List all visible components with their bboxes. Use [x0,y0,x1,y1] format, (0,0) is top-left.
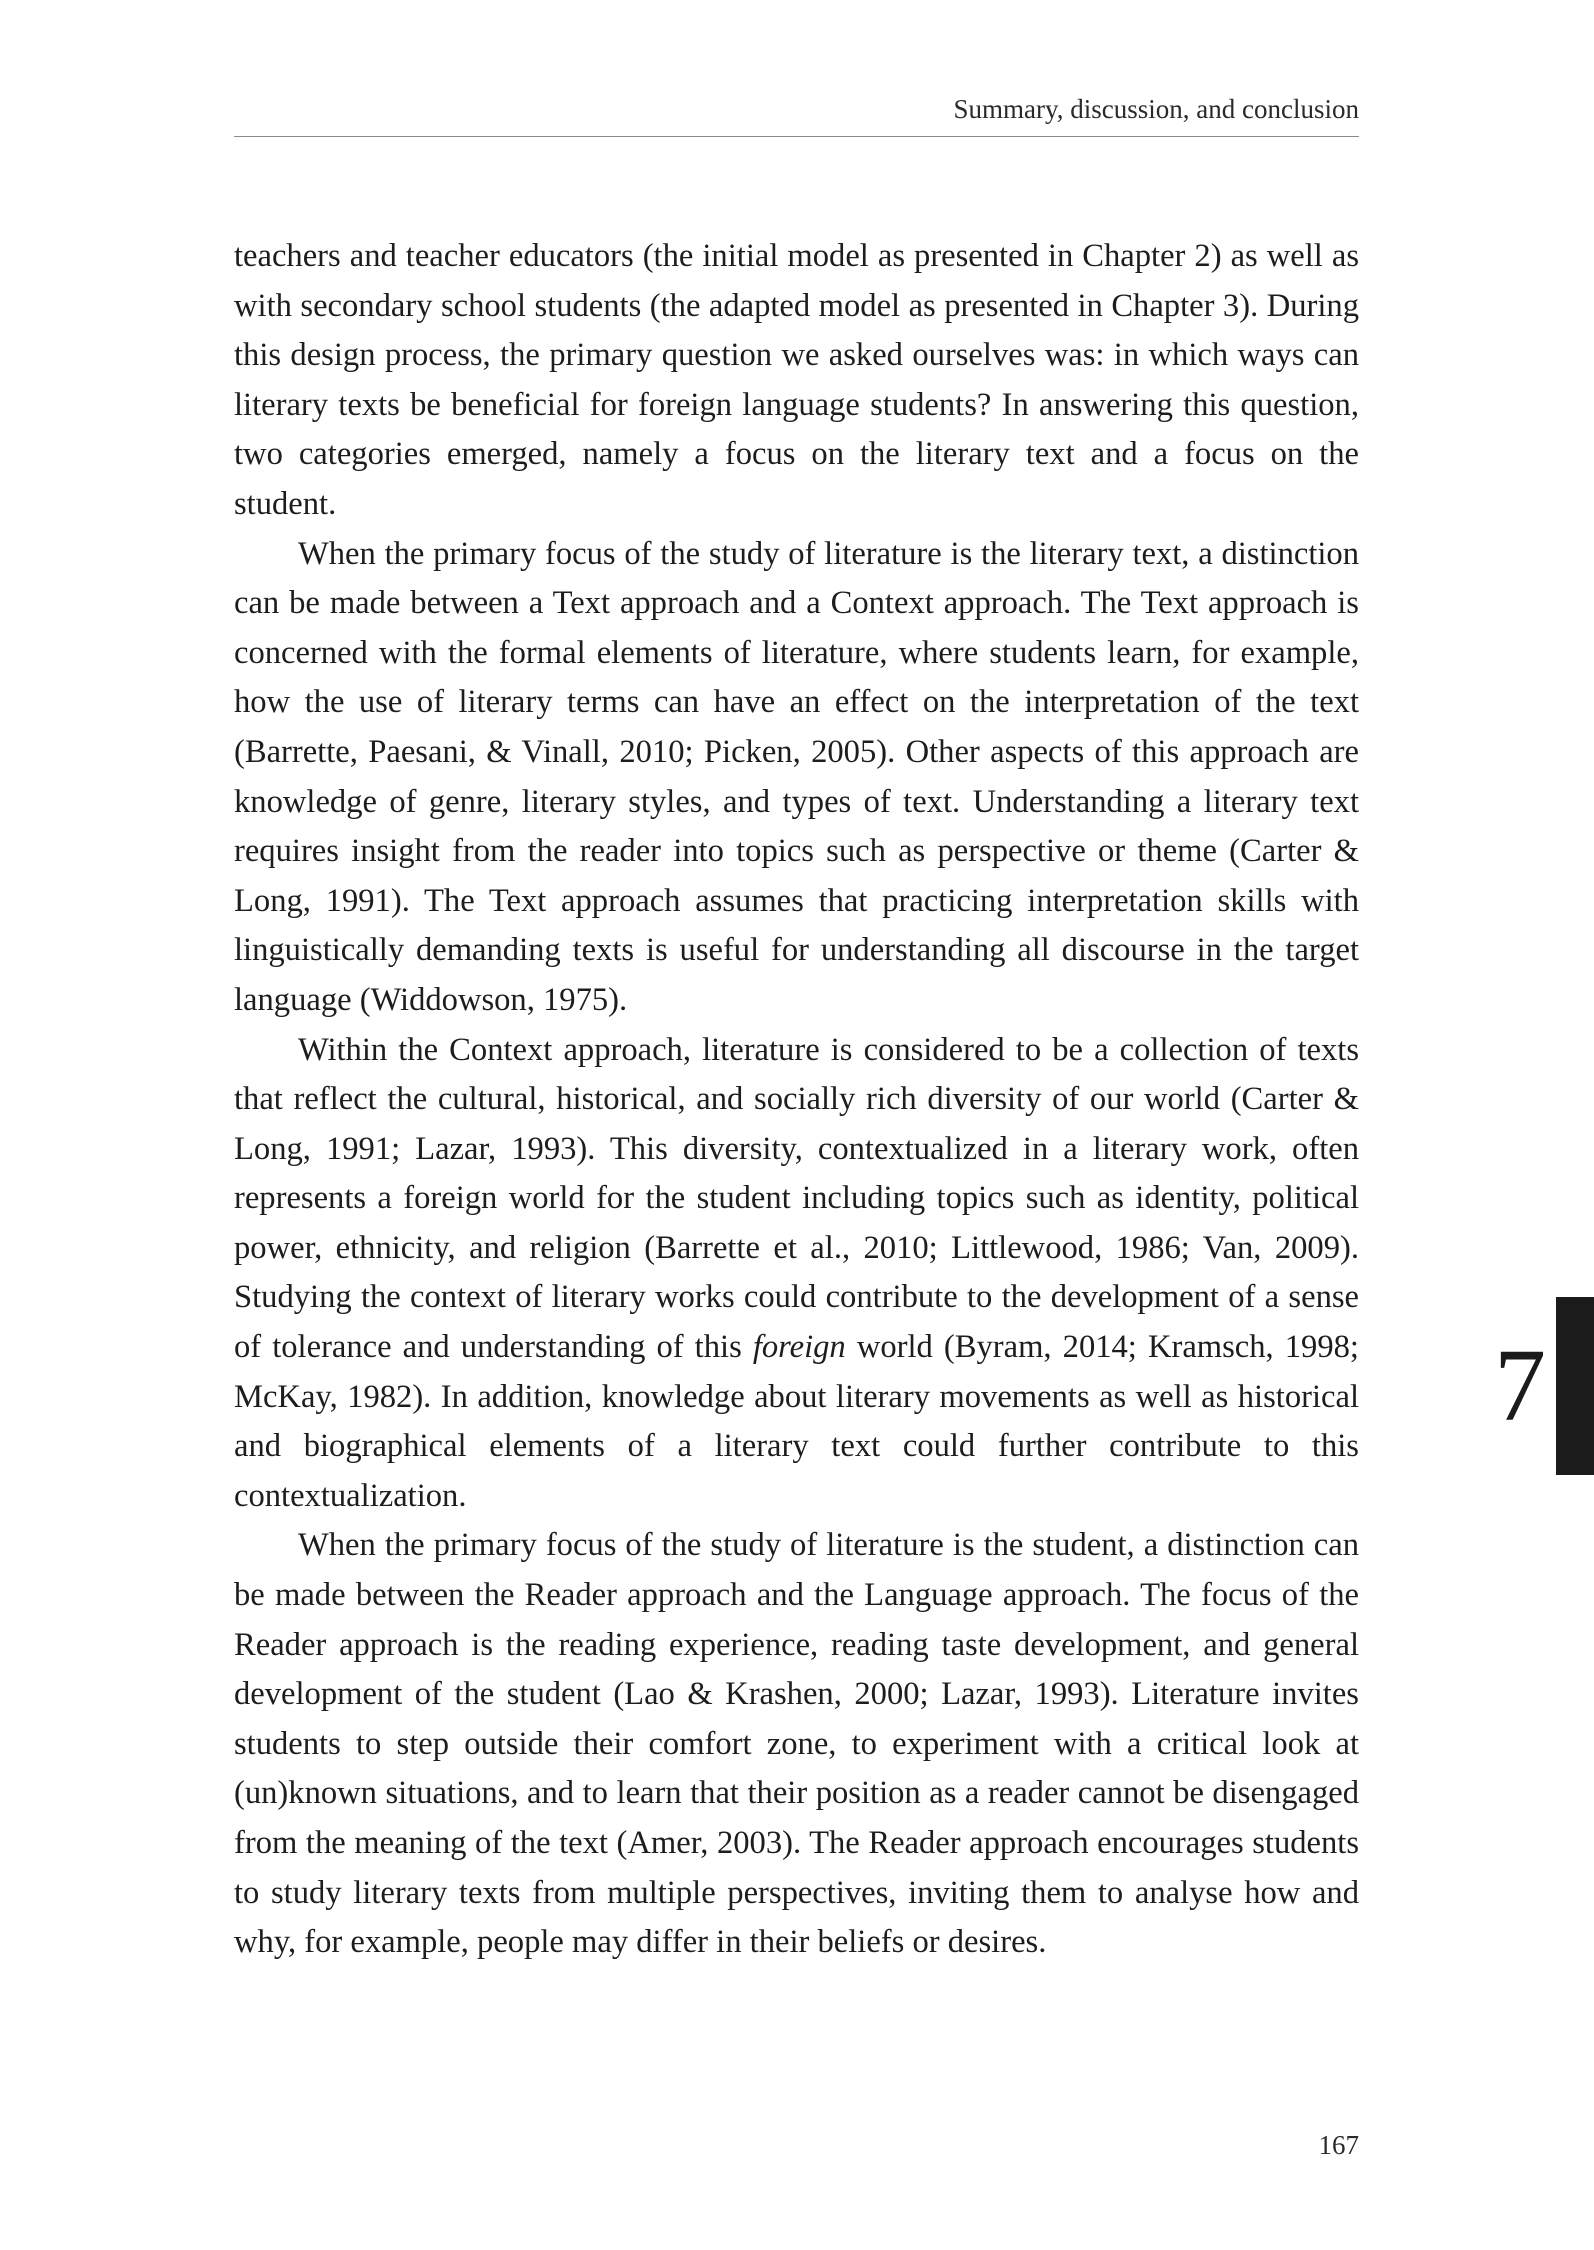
italic-term-foreign: foreign [752,1329,846,1366]
page-number: 167 [1318,2130,1359,2160]
chapter-tab-marker [1556,1297,1594,1475]
paragraph-1: teachers and teacher educators (the initial model as presented in Chapter 2) as well as with secondary school students (the adapted model as presented in Chapter 3). During this design process, the primary question we asked ourselves was: in which ways can literary texts be beneficial for foreign language students? In answering this question, two categories emerged, namely a focus on the literary text and a focus on the student. [234,238,1359,522]
paragraph-2: When the primary focus of the study of literature is the literary text, a distinction can be made between a Text approach and a Context approach. The Text approach is concerned with the formal elements of literature, where students learn, for example, how the use of literary terms can have an effect on the interpretation of the text (Barrette, Paesani, & Vinall, 2010; Picken, 2005). Other aspects of this approach are knowledge of genre, literary styles, and types of text. Understanding a literary text requires insight from the reader into topics such as perspective or theme (Carter & Long, 1991). The Text approach assumes that practicing interpretation skills with linguistically demanding texts is useful for understanding all discourse in the target language (Widdowson, 1975). [234,535,1359,1018]
paragraph-3 [234,1026,1359,1522]
paragraph-3-text-start: Within the Context approach, literature is considered to be a collection of texts that reflect the cultural, historical, and socially rich diversity of our world (Carter & Long, 1991; Lazar, 1993). This diversity, contextualized in a literary work, often represents a foreign world for the student including topics such as identity, political power, ethnicity, and religion (Barrette et al., 2010; Littlewood, 1986; Van, 2009). Studying the context of literary works could contribute to the development of a sense of tolerance and understanding of this [234,1031,1359,1366]
chapter-number: 7 [1494,1328,1546,1443]
running-header-title: Summary, discussion, and conclusion [953,94,1359,124]
paragraph-4: When the primary focus of the study of literature is the student, a distinction can be made between the Reader approach and the Language approach. The focus of the Reader approach is the reading experience, reading taste development, and general development of the student (Lao & Krashen, 2000; Lazar, 1993). Literature invites students to step outside their comfort zone, to experiment with a critical look at (un)known situations, and to learn that their position as a reader cannot be disengaged from the meaning of the text (Amer, 2003). The Reader approach encourages students to study literary texts from multiple perspectives, inviting them to analyse how and why, for example, people may differ in their beliefs or desires. [234,1527,1359,1961]
running-header [234,92,1359,137]
body-text [234,232,1359,1968]
paragraph-3-text-end: world (Byram, 2014; Kramsch, 1998; McKay, 1982). In addition, knowledge about literary movements as well as historical and biographical elements of a literary text could further contribute to this contextualization. [234,1329,1359,1514]
